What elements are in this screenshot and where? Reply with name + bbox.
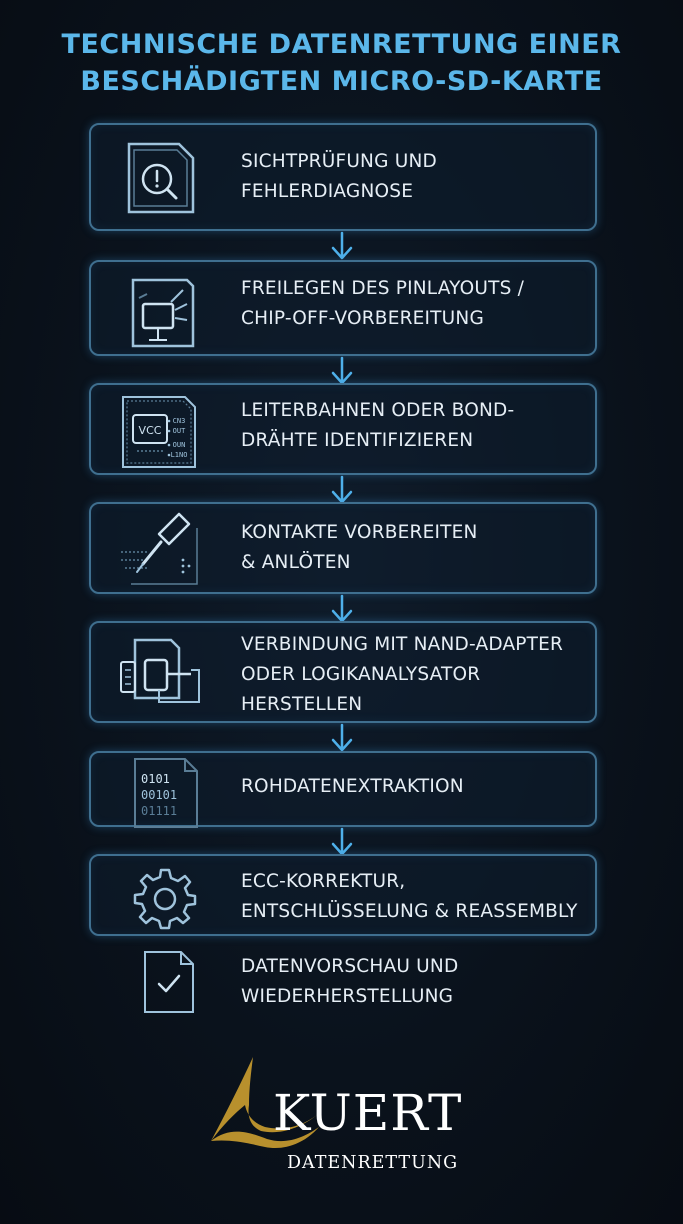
svg-text:CN3: CN3: [172, 417, 186, 425]
step-nand-adapter: [89, 621, 597, 723]
arrow-down-icon: [330, 475, 354, 505]
chip-pinlayout-icon: [113, 268, 203, 352]
svg-text:OUN: OUN: [172, 441, 186, 449]
sd-card-diagnose-icon: [113, 136, 203, 220]
step-label: FREILEGEN DES PINLAYOUTS / CHIP-OFF-VORBEREITUNG: [241, 278, 525, 329]
step-label: ECC-KORREKTUR, ENTSCHLÜSSELUNG & REASSEMBLY: [241, 871, 578, 922]
arrow-down-icon: [330, 594, 354, 624]
step-pinlayout: [89, 260, 597, 356]
svg-text:01111: 01111: [141, 804, 178, 818]
svg-text:L1NO: L1NO: [170, 451, 188, 459]
step-ecc-correction: [89, 854, 597, 936]
circuit-vcc-icon: [113, 389, 203, 473]
kuert-logo: [205, 1055, 485, 1185]
nand-adapter-icon: [113, 632, 203, 716]
step-soldering: [89, 502, 597, 594]
binary-file-icon: [113, 749, 203, 833]
step-bond-wires: [89, 383, 597, 475]
title-line-1: TECHNISCHE DATENRETTUNG EINER: [61, 29, 622, 60]
title-line-2: BESCHÄDIGTEN MICRO-SD-KARTE: [80, 66, 603, 97]
logo-name: KUERT: [273, 1084, 463, 1142]
svg-text:00101: 00101: [141, 788, 178, 802]
step-preview-recovery: [89, 938, 597, 1018]
step-label: KONTAKTE VORBEREITEN & ANLÖTEN: [241, 522, 478, 573]
page-title: [0, 26, 683, 100]
svg-text:VCC: VCC: [138, 424, 162, 437]
svg-text:OUT: OUT: [172, 427, 186, 435]
step-label: DATENVORSCHAU UND WIEDERHERSTELLUNG: [241, 956, 459, 1007]
step-label: SICHTPRÜFUNG UND FEHLERDIAGNOSE: [241, 151, 437, 202]
svg-text:0101: 0101: [141, 772, 170, 786]
arrow-down-icon: [330, 827, 354, 857]
step-label: LEITERBAHNEN ODER BOND- DRÄHTE IDENTIFIZIEREN: [241, 400, 515, 451]
step-raw-extraction: [89, 751, 597, 827]
step-visual-inspection: [89, 123, 597, 231]
arrow-down-icon: [330, 356, 354, 386]
step-label: ROHDATENEXTRAKTION: [241, 776, 464, 797]
soldering-iron-icon: [113, 508, 203, 592]
step-label: VERBINDUNG MIT NAND-ADAPTER ODER LOGIKANALYSATOR HERSTELLEN: [241, 634, 564, 715]
arrow-down-icon: [330, 723, 354, 753]
logo-subtitle: DATENRETTUNG: [287, 1153, 459, 1173]
arrow-down-icon: [330, 231, 354, 261]
document-check-icon: [113, 940, 203, 1024]
gear-icon: [113, 856, 203, 940]
